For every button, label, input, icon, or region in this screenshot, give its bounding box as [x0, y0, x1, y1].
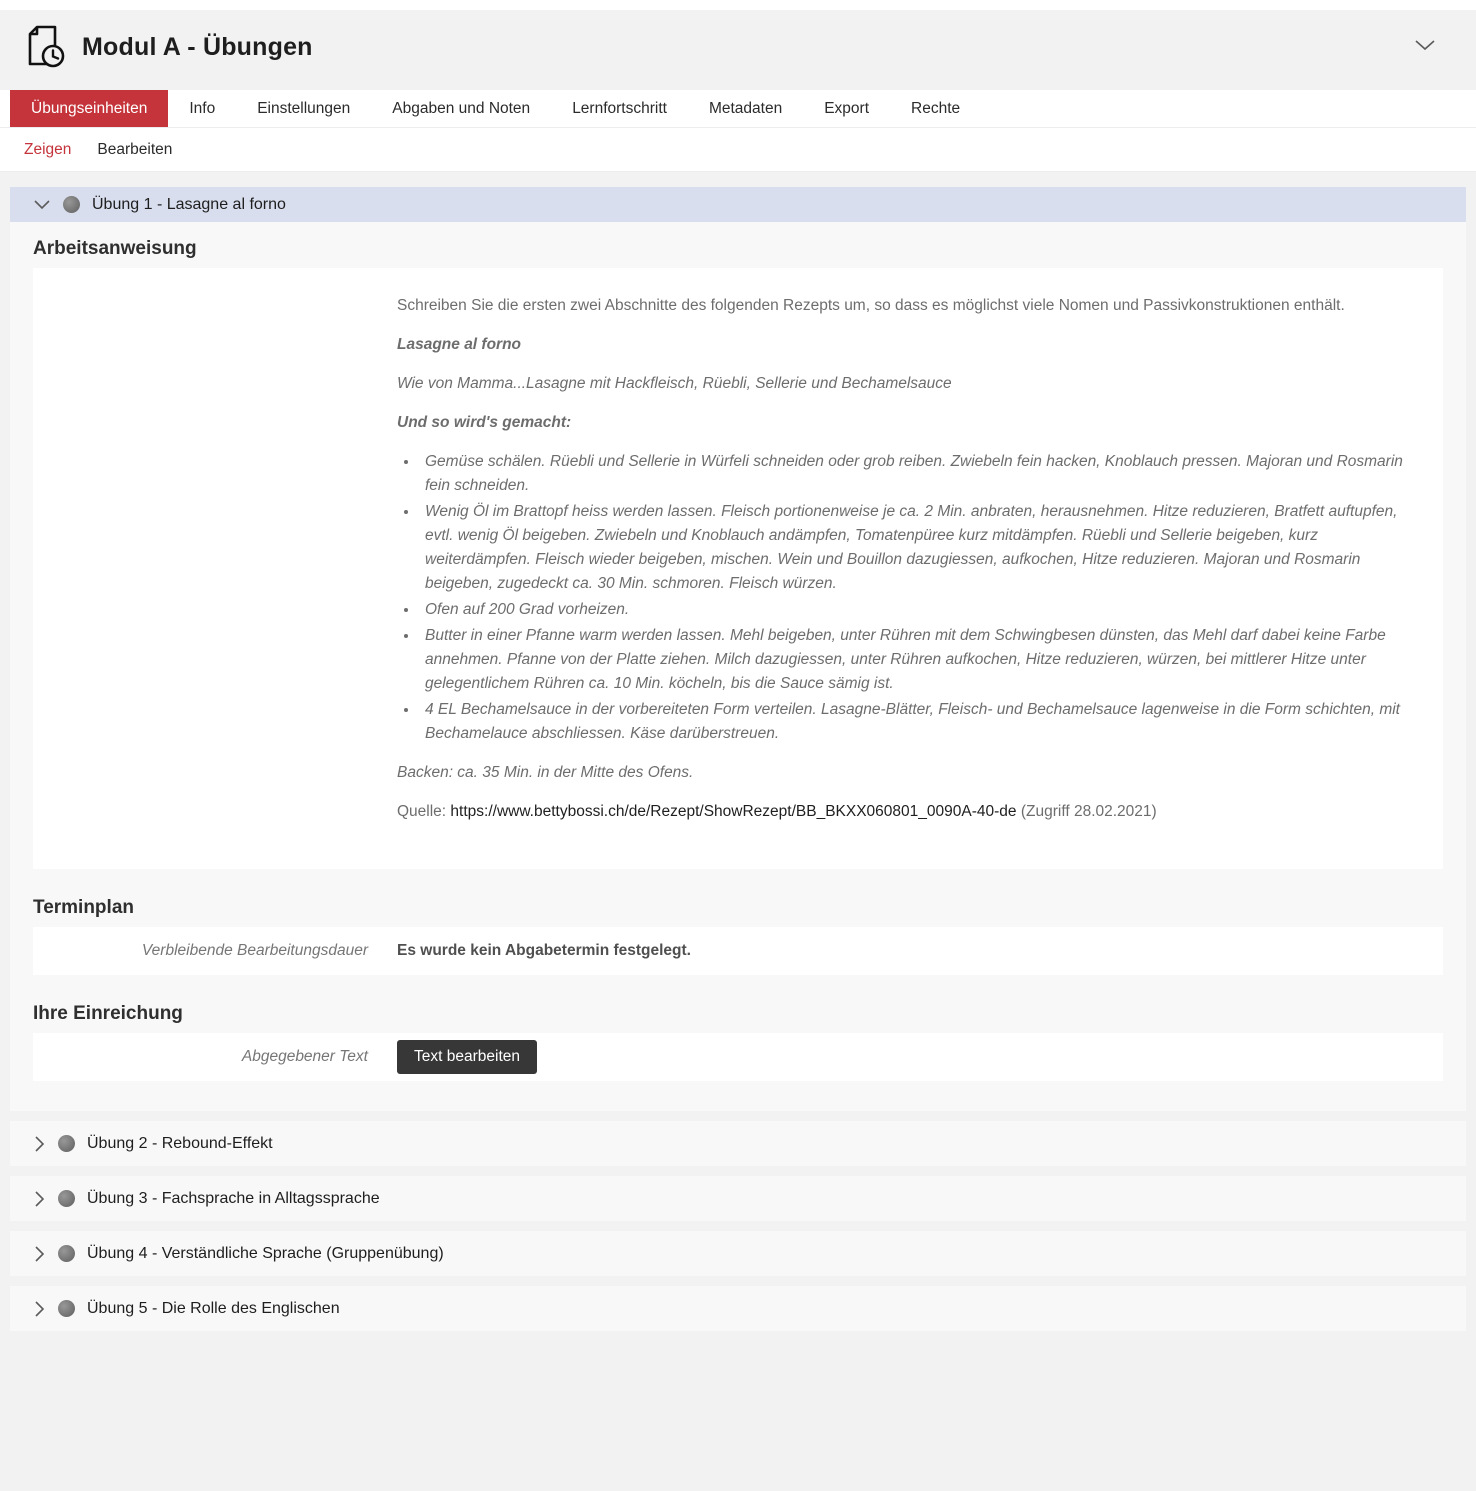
recipe-subtitle: Wie von Mamma...Lasagne mit Hackfleisch, Rüebli, Sellerie und Bechamelsauce: [397, 375, 952, 393]
tab-lernfortschritt[interactable]: Lernfortschritt: [572, 99, 667, 117]
instruction-intro: Schreiben Sie die ersten zwei Abschnitte des folgenden Rezepts um, so dass es möglichst viele Nomen und Passivkonstruktionen enthält.: [397, 297, 1345, 314]
exercise-3-header[interactable]: [10, 1176, 1466, 1221]
chevron-right-icon: [33, 1300, 45, 1318]
top-hairline: [0, 0, 1476, 10]
exercise-4-header[interactable]: [10, 1231, 1466, 1276]
bottom-spacer: [0, 1331, 1476, 1491]
recipe-step: • 4 EL Bechamelsauce in der vorbereiteten Form verteilen. Lasagne-Blätter, Fleisch- und Bechamelsauce lagenweise in die Form schichten, mit Bechamelauce abschliessen. Käse darüberstreuen.: [419, 698, 1423, 746]
tab-export[interactable]: Export: [824, 99, 870, 117]
submitted-text-label: Abgegebener Text: [241, 1048, 368, 1066]
edit-text-button[interactable]: Text bearbeiten: [397, 1040, 537, 1074]
exercise-1-panel: [10, 187, 1466, 1111]
source-url-link[interactable]: https://www.bettybossi.ch/de/Rezept/ShowRezept/BB_BKXX060801_0090A-40-de: [450, 803, 1017, 821]
status-dot: [63, 196, 80, 213]
recipe-steps-intro: Und so wird's gemacht:: [397, 414, 572, 432]
sub-nav: [0, 128, 1476, 172]
instruction-box: [33, 268, 1443, 869]
exercise-2-title: Übung 2 - Rebound-Effekt: [87, 1134, 273, 1152]
remaining-time-value: Es wurde kein Abgabetermin festgelegt.: [397, 942, 691, 960]
remaining-time-label: Verbleibende Bearbeitungsdauer: [141, 942, 368, 960]
exercise-1-header[interactable]: [10, 187, 1466, 222]
status-dot: [58, 1245, 75, 1262]
instruction-section-heading: Arbeitsanweisung: [33, 238, 197, 259]
document-clock-icon: [24, 24, 68, 70]
exercise-1-title: Übung 1 - Lasagne al forno: [92, 195, 286, 213]
content-area: [10, 187, 1466, 1331]
page-title: Modul A - Übungen: [82, 32, 313, 61]
recipe-steps-list: [419, 450, 1423, 746]
subnav-zeigen[interactable]: Zeigen: [24, 140, 72, 158]
exercise-4-title: Übung 4 - Verständliche Sprache (Gruppenübung): [87, 1244, 444, 1262]
tab-uebungseinheiten[interactable]: Übungseinheiten: [10, 90, 168, 127]
tab-bar: [0, 90, 1476, 128]
recipe-step: • Wenig Öl im Brattopf heiss werden lassen. Fleisch portionenweise je ca. 2 Min. anbraten, herausnehmen. Hitze reduzieren, Bratfett auftupfen, evtl. wenig Öl beigeben. Zwiebeln und Knoblauch andämpfen, Tomatenpüree kurz mitdämpfen. Rüebli und Sellerie beigeben, kurz weiterdämpfen. Fleisch wieder beigeben, mischen. Wein und Bouillon dazugiessen, aufkochen, Hitze reduzieren. Majoran und Rosmarin beigeben, zugedeckt ca. 30 Min. schmoren. Fleisch würzen.: [419, 500, 1423, 596]
recipe-title: Lasagne al forno: [397, 336, 522, 354]
tab-einstellungen[interactable]: Einstellungen: [257, 99, 351, 117]
chevron-right-icon: [33, 1135, 45, 1153]
instruction-text: [33, 268, 1443, 869]
submission-row: [33, 1033, 1443, 1081]
tab-rechte[interactable]: Rechte: [911, 99, 961, 117]
status-dot: [58, 1300, 75, 1317]
status-dot: [58, 1135, 75, 1152]
source-prefix: Quelle:: [397, 803, 451, 821]
tab-info[interactable]: Info: [189, 99, 216, 117]
exercise-2-header[interactable]: [10, 1121, 1466, 1166]
submission-section-heading: Ihre Einreichung: [33, 1003, 183, 1025]
status-dot: [58, 1190, 75, 1207]
schedule-section-heading: Terminplan: [33, 897, 134, 919]
exercise-3-title: Übung 3 - Fachsprache in Alltagssprache: [87, 1189, 380, 1207]
source-suffix: (Zugriff 28.02.2021): [1020, 803, 1157, 821]
page-header: [0, 10, 1476, 90]
recipe-baking-note: Backen: ca. 35 Min. in der Mitte des Ofens.: [397, 764, 694, 782]
chevron-right-icon: [33, 1190, 45, 1208]
tab-abgaben-und-noten[interactable]: Abgaben und Noten: [392, 99, 531, 117]
schedule-row: [33, 927, 1443, 975]
recipe-step: • Gemüse schälen. Rüebli und Sellerie in Würfeli schneiden oder grob reiben. Zwiebeln fein hacken, Knoblauch pressen. Majoran und Rosmarin fein schneiden.: [419, 450, 1423, 498]
tab-metadaten[interactable]: Metadaten: [708, 99, 783, 117]
exercise-5-header[interactable]: [10, 1286, 1466, 1331]
recipe-source: [397, 800, 1423, 824]
collapse-header-button[interactable]: [1412, 37, 1452, 58]
recipe-step: • Butter in einer Pfanne warm werden lassen. Mehl beigeben, unter Rühren mit dem Schwingbesen dünsten, das Mehl darf dabei keine Farbe annehmen. Pfanne von der Platte ziehen. Milch dazugiessen, unter Rühren aufkochen, Hitze reduzieren, würzen, bei mittlerer Hitze unter gelegentlichem Rühren ca. 10 Min. köcheln, bis die Sauce sämig ist.: [419, 624, 1423, 696]
chevron-right-icon: [33, 1245, 45, 1263]
recipe-step: • Ofen auf 200 Grad vorheizen.: [419, 598, 1423, 622]
subnav-bearbeiten[interactable]: Bearbeiten: [97, 140, 173, 158]
exercise-5-title: Übung 5 - Die Rolle des Englischen: [87, 1299, 340, 1317]
exercise-1-body: [10, 222, 1466, 1111]
chevron-down-icon: [33, 199, 51, 211]
